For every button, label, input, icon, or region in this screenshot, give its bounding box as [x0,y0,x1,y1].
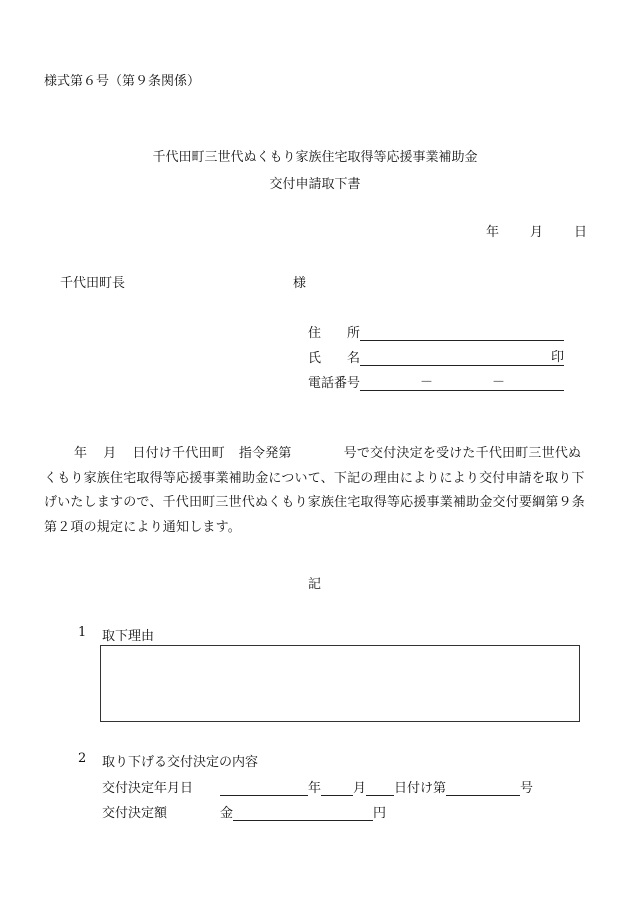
address-field[interactable] [360,326,564,341]
date-year: 年 [486,225,500,240]
body-main: 号で交付決定を受けた千代田町三世代ぬくもり家族住宅取得等応援事業補助金について、下記の理由によりにより交付申請を取り下げいたしますので、千代田町三世代ぬくもり家族住宅取得等応援事業補助金交付要綱第９条第２項の規定により通知します。 [44,446,585,535]
decision-month-unit: 月 [353,781,367,796]
decision-dated-no: 日付け第 [394,781,447,796]
reason-textbox[interactable] [100,645,580,722]
section1-number: 1 [78,625,87,640]
ki-heading: 記 [308,577,322,592]
date-month: 月 [530,225,544,240]
decision-year-unit: 年 [308,781,322,796]
phone-dash-2: － [492,375,506,390]
applicant-address-row [308,322,564,341]
body-directive: 指令発第 [238,446,292,461]
document-title-line1: 千代田町三世代ぬくもり家族住宅取得等応援事業補助金 [152,150,478,165]
name-field[interactable] [360,351,564,366]
address-label: 住 所 [308,326,361,341]
document-title-line2: 交付申請取下書 [269,177,361,192]
decision-date-row [220,777,533,796]
phone-dash-1: － [420,375,434,390]
date-day: 日 [574,225,588,240]
body-year: 年 [74,446,88,461]
decision-day-field[interactable] [366,781,394,796]
decision-year-field[interactable] [220,781,308,796]
decision-go: 号 [520,781,534,796]
addressee-honorific: 様 [293,276,307,291]
amount-field[interactable] [233,806,373,821]
decision-date-label: 交付決定年月日 [102,781,194,796]
amount-kin: 金 [220,806,234,821]
phone-field[interactable] [360,376,564,391]
amount-yen: 円 [373,806,387,821]
name-label: 氏 名 [308,351,361,366]
seal-mark: 印 [551,350,565,365]
body-month: 月 [103,446,117,461]
phone-label: 電話番号 [308,376,361,391]
applicant-name-row [308,347,564,366]
addressee-name: 千代田町長 [60,276,126,291]
applicant-phone-row [308,372,564,391]
decision-month-field[interactable] [321,781,353,796]
body-paragraph [44,442,590,540]
form-number: 様式第６号（第９条関係） [44,74,201,89]
body-dated-prefix: 日付け千代田町 [132,446,225,461]
section2-heading: 取り下げる交付決定の内容 [102,755,259,770]
decision-amount-row [220,802,386,821]
decision-amount-label: 交付決定額 [102,806,168,821]
section1-heading: 取下理由 [102,629,155,644]
section2-number: 2 [78,751,87,766]
decision-number-field[interactable] [446,781,520,796]
